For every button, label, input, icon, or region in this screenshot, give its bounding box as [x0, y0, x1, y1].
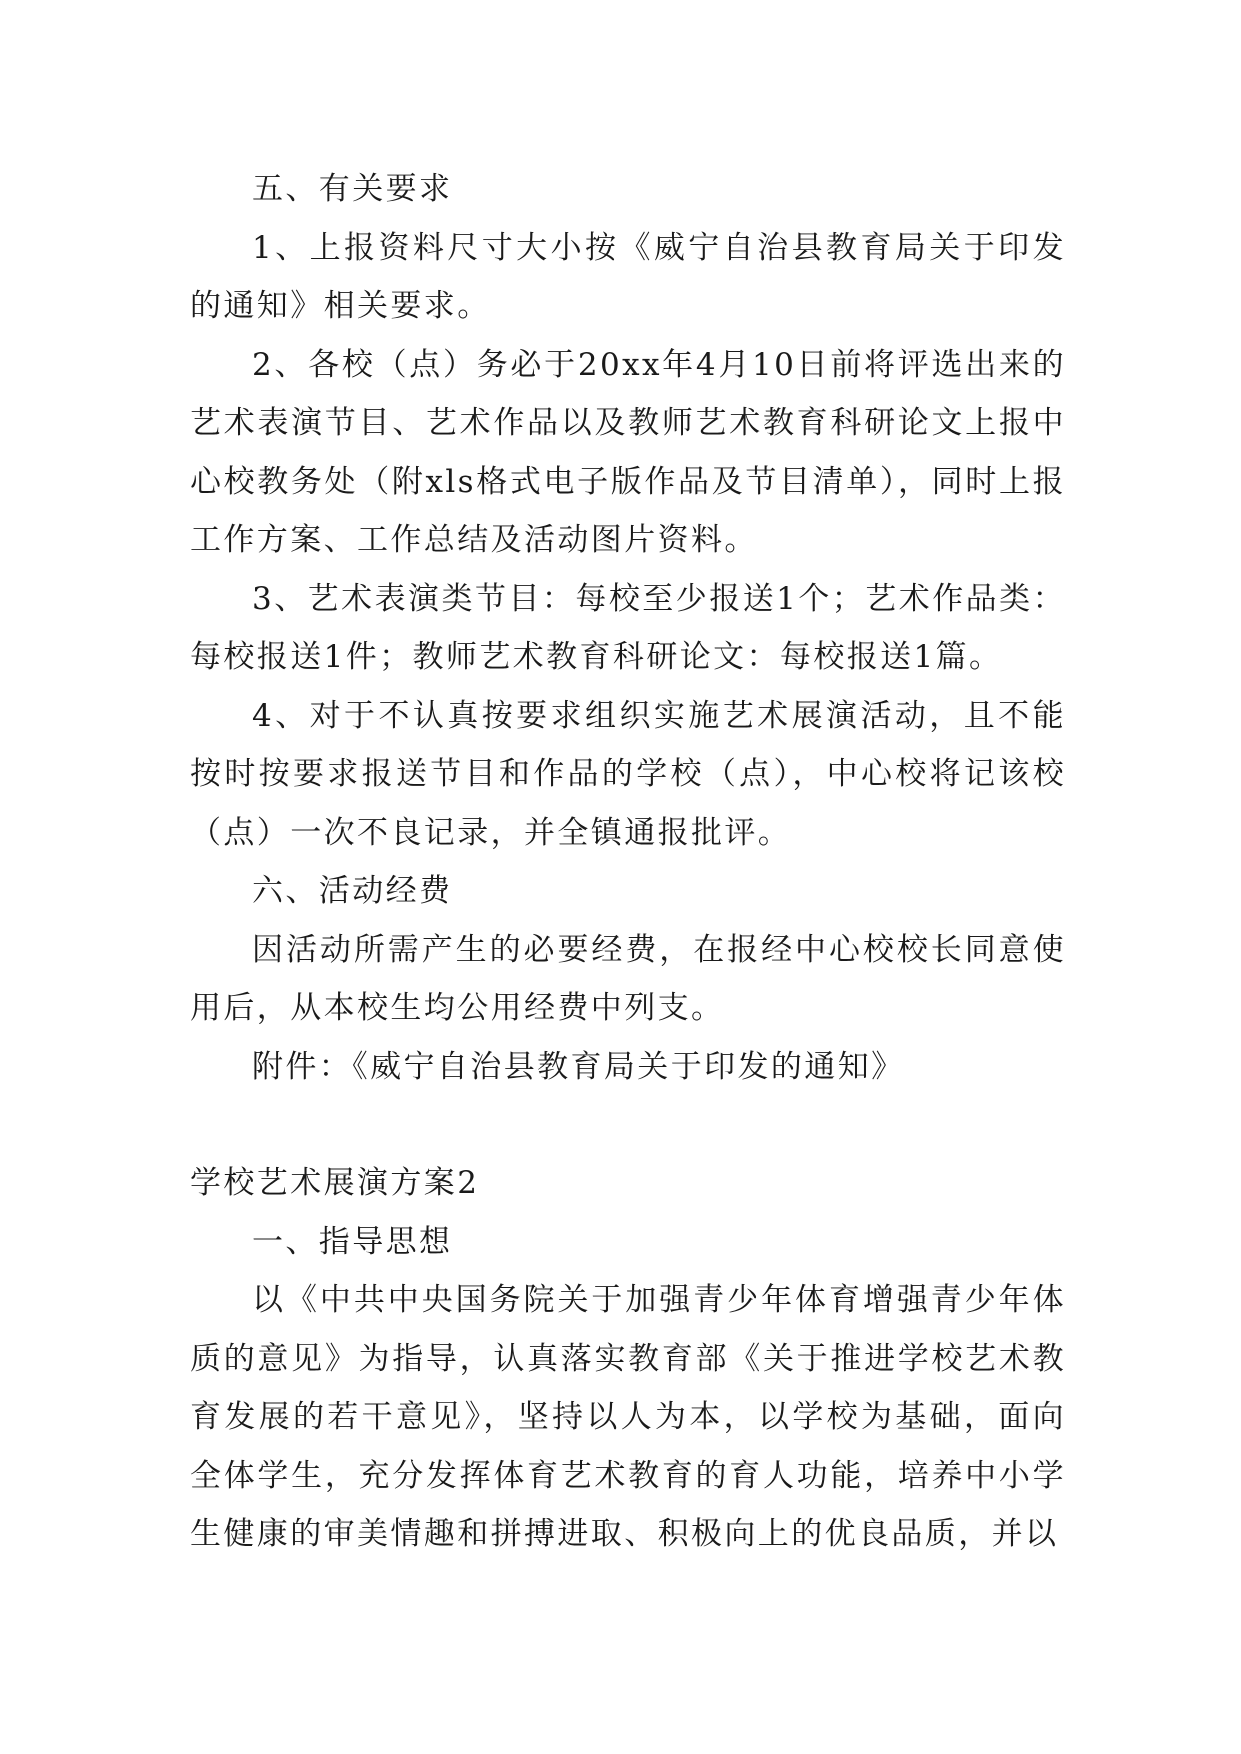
section-title: 学校艺术展演方案2 — [190, 1165, 480, 1201]
paragraph-guiding-ideology: 以《中共中央国务院关于加强青少年体育增强青少年体质的意见》为指导，认真落实教育部《关于推进学校艺术教育发展的若干意见》，坚持以人为本，以学校为基础，面向全体学生，充分发挥体育艺术教育的育人功能，培养中小学生健康的审美情趣和拼搏进取、积极向上的优良品质，并以 — [190, 1282, 1066, 1552]
paragraph-requirement-3: 3、艺术表演类节目：每校至少报送1个；艺术作品类：每校报送1件；教师艺术教育科研论文：每校报送1篇。 — [190, 580, 1066, 675]
heading-guiding-ideology: 一、指导思想 — [252, 1223, 453, 1260]
paragraph-funding: 因活动所需产生的必要经费，在报经中心校校长同意使用后，从本校生均公用经费中列支。 — [190, 931, 1066, 1026]
paragraph-attachment: 附件：《威宁自治县教育局关于印发的通知》 — [252, 1048, 905, 1085]
paragraph-requirement-2: 2、各校（点）务必于20xx年4月10日前将评选出来的艺术表演节目、艺术作品以及教师艺术教育科研论文上报中心校教务处（附xls格式电子版作品及节目清单），同时上报工作方案、工作总结及活动图片资料。 — [190, 346, 1066, 558]
heading-funding: 六、活动经费 — [252, 873, 453, 909]
section-gap — [190, 1096, 1066, 1154]
paragraph-requirement-4: 4、对于不认真按要求组织实施艺术展演活动，且不能按时按要求报送节目和作品的学校（点），中心校将记该校（点）一次不良记录，并全镇通报批评。 — [190, 697, 1066, 851]
heading-requirements: 五、有关要求 — [252, 171, 453, 207]
document-body — [190, 160, 1066, 1564]
paragraph-requirement-1: 1、上报资料尺寸大小按《威宁自治县教育局关于印发的通知》相关要求。 — [190, 229, 1066, 324]
